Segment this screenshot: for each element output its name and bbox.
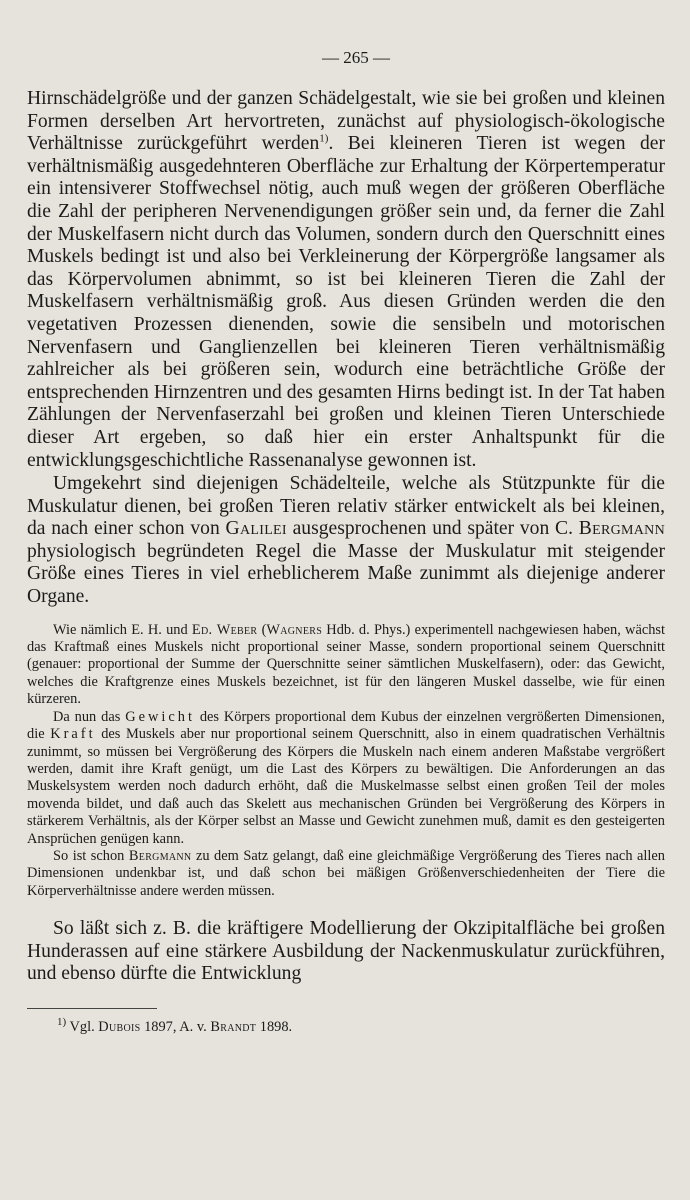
emphasis-kraft: Kraft bbox=[50, 726, 96, 743]
footnote bbox=[27, 1016, 665, 1036]
author-name-weber: Ed. Weber bbox=[191, 621, 258, 638]
emphasis-gewicht: Gewicht bbox=[125, 708, 195, 725]
footnote-divider bbox=[27, 1008, 157, 1009]
author-name-dubois: Dubois bbox=[98, 1018, 141, 1035]
author-name-bergmann-2: Bergmann bbox=[128, 847, 192, 864]
author-name-bergmann: Bergmann bbox=[578, 518, 665, 540]
footnote-text-c: 1898. bbox=[256, 1018, 293, 1035]
main-text bbox=[27, 88, 665, 609]
small-1-text-a: Wie nämlich E. H. und bbox=[53, 621, 192, 638]
footnote-mark: 1) bbox=[57, 1016, 67, 1029]
page-number: — 265 — bbox=[322, 48, 390, 67]
author-name-wagner: Wagners bbox=[266, 621, 323, 638]
author-name-brandt: Brandt bbox=[210, 1018, 257, 1035]
footnote-text-b: 1897, A. v. bbox=[140, 1018, 211, 1035]
small-3-text-b: zu dem Satz gelangt, daß eine gleichmäßige Vergrößerung des Tieres nach allen Dimensionen undenkbar ist, und daß schon bei mäßigen Größenverschiedenheiten der Tiere die Körperverhältnisse andere werden müssen. bbox=[27, 847, 665, 899]
body-paragraph-2 bbox=[27, 473, 665, 609]
author-name-galilei: Galilei bbox=[225, 518, 287, 540]
paragraph-1-text-b: . Bei kleineren Tieren ist wegen der verhältnismäßig ausgedehnteren Oberfläche zur Erhaltung der Körpertemperatur ein intensiverer Stoffwechsel nötig, auch muß wegen der größeren Oberfläche die Zahl der peripheren Nervenendigungen größer sein und, da ferner die Zahl der Muskelfasern nicht durch das Volumen, sondern durch den Querschnitt eines Muskels bedingt ist und also bei Verkleinerung der Körpergröße langsamer als das Körpervolumen abnimmt, so ist bei kleineren Tieren die Zahl der Muskelfasern verhältnismäßig groß. Aus diesen Gründen werden die den vegetativen Prozessen dienenden, sowie die sensibeln und motorischen Nervenfasern und Ganglienzellen bei kleineren Tieren verhältnismäßig zahlreicher als bei größeren sein, wodurch eine beträchtliche Größe der entsprechenden Hirnzentren und des gesamten Hirns bedingt ist. In der Tat haben Zählungen der Nervenfaserzahl bei großen und kleinen Tieren Unterschiede dieser Art ergeben, so daß hier ein erster Anhaltspunkt für die entwicklungsgeschichtliche Rassenanalyse gewonnen ist. bbox=[27, 133, 665, 471]
small-2-text-b: des Körpers proportional dem Kubus der einzelnen vergrößerten Dimensionen, die bbox=[27, 708, 665, 743]
small-3-text-a: So ist schon bbox=[53, 847, 129, 864]
paragraph-2-text-a: Umgekehrt sind diejenigen Schädelteile, welche als Stützpunkte für die Muskulatur dienen, bei großen Tieren relativ stärker entwickelt als bei kleinen, da nach einer schon von bbox=[27, 473, 665, 540]
paragraph-1-text-a: Hirnschädelgröße und der ganzen Schädelgestalt, wie sie bei großen und kleinen Formen derselben Art hervortreten, zunächst auf physiologisch-ökologische Verhältnisse zurückgeführt werden bbox=[27, 88, 665, 155]
small-2-text-c: des Muskels aber nur proportional seinem Querschnitt, also in einem quadratischen Verhältnis zunimmt, so müssen bei Vergrößerung des Körpers die Muskeln nach einem anderen Maßstabe vergrößert werden, damit ihre Kraft genügt, um die Last des Körpers zu bewältigen. Die Anforderungen an das Muskelsystem werden noch dadurch erhöht, daß die Muskelmasse selbst einen großen Teil der moles movenda bildet, und daß auch das Skelett aus mechanischen Gründen bei Vergrößerung des Körpers in stärkerem Verhältnis, als der Körper selbst an Masse und Gewicht zunehmen muß, damit es den gesteigerten Ansprüchen genügen kann. bbox=[27, 726, 665, 847]
body-paragraph-3: So läßt sich z. B. die kräftigere Modellierung der Okzipitalfläche bei großen Hunderassen auf eine stärkere Ausbildung der Nackenmuskulatur zurückführen, und ebenso dürfte die Entwicklung bbox=[27, 918, 665, 985]
small-print-note bbox=[27, 622, 665, 901]
body-paragraph-1 bbox=[27, 88, 665, 472]
small-print-paragraph-1 bbox=[27, 622, 665, 709]
small-print-paragraph-3 bbox=[27, 848, 665, 900]
small-2-text-a: Da nun das bbox=[53, 708, 126, 725]
paragraph-2-text-b: ausgesprochenen und später von C. bbox=[286, 518, 579, 540]
footnote-text-a: Vgl. bbox=[66, 1018, 99, 1035]
main-text-continued bbox=[27, 918, 665, 986]
small-1-text-b: ( bbox=[257, 621, 267, 638]
small-1-text-c: Hdb. d. Phys.) experimentell nachgewiesen haben, wächst das Kraftmaß eines Muskels nicht proportional seiner Masse, sondern proportional seinem Querschnitt (genauer: proportional der Summe der Querschnitte seiner sämtlichen Muskelfasern), oder: das Gewicht, welches die Kraftgrenze eines Muskels bezeichnet, ist für den längeren Muskel dasselbe, wie für einen kürzeren. bbox=[27, 621, 666, 708]
small-print-paragraph-2 bbox=[27, 709, 665, 848]
footnote-reference[interactable]: 1) bbox=[319, 132, 329, 145]
paragraph-2-text-c: physiologisch begründeten Regel die Masse der Muskulatur mit steigender Größe eines Tieres in viel erheblicherem Maße zunimmt als diejenige anderer Organe. bbox=[27, 540, 665, 608]
